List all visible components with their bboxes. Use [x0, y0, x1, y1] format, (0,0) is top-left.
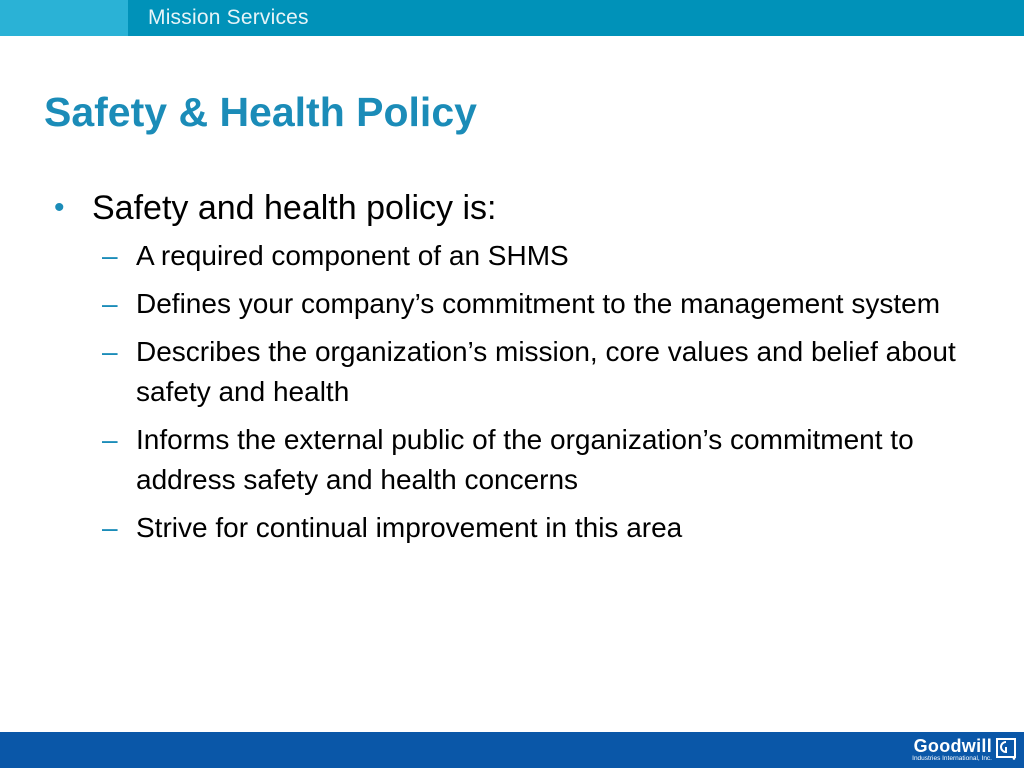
dash-marker: –: [102, 424, 118, 455]
sub-bullet-item: [102, 236, 984, 276]
sub-bullet-text: Strive for continual improvement in this area: [136, 512, 683, 543]
header-bar: [0, 0, 1024, 36]
footer-bar: [0, 732, 1024, 768]
dash-marker: –: [102, 240, 118, 271]
goodwill-smile-icon: [996, 738, 1016, 760]
section-label: Mission Services: [148, 6, 309, 29]
slide-content: [54, 186, 984, 556]
logo-wordmark: Goodwill: [913, 736, 992, 756]
sub-bullet-list: [54, 236, 984, 548]
bullet-marker: •: [54, 191, 65, 224]
sub-bullet-item: [102, 420, 984, 500]
slide-title: Safety & Health Policy: [44, 89, 477, 135]
dash-marker: –: [102, 288, 118, 319]
bullet-text: Safety and health policy is:: [92, 189, 497, 227]
logo-subtitle: Industries International, Inc.: [912, 755, 992, 762]
sub-bullet-text: A required component of an SHMS: [136, 240, 569, 271]
bullet-item: [54, 186, 984, 230]
dash-marker: –: [102, 512, 118, 543]
sub-bullet-item: [102, 508, 984, 548]
sub-bullet-text: Defines your company’s commitment to the management system: [136, 288, 941, 319]
header-accent-block: [0, 0, 128, 36]
sub-bullet-text: Informs the external public of the organization’s commitment to address safety and health concerns: [136, 424, 914, 495]
goodwill-logo: [882, 736, 1018, 766]
sub-bullet-text: Describes the organization’s mission, core values and belief about safety and health: [136, 336, 956, 407]
sub-bullet-item: [102, 284, 984, 324]
dash-marker: –: [102, 336, 118, 367]
sub-bullet-item: [102, 332, 984, 412]
